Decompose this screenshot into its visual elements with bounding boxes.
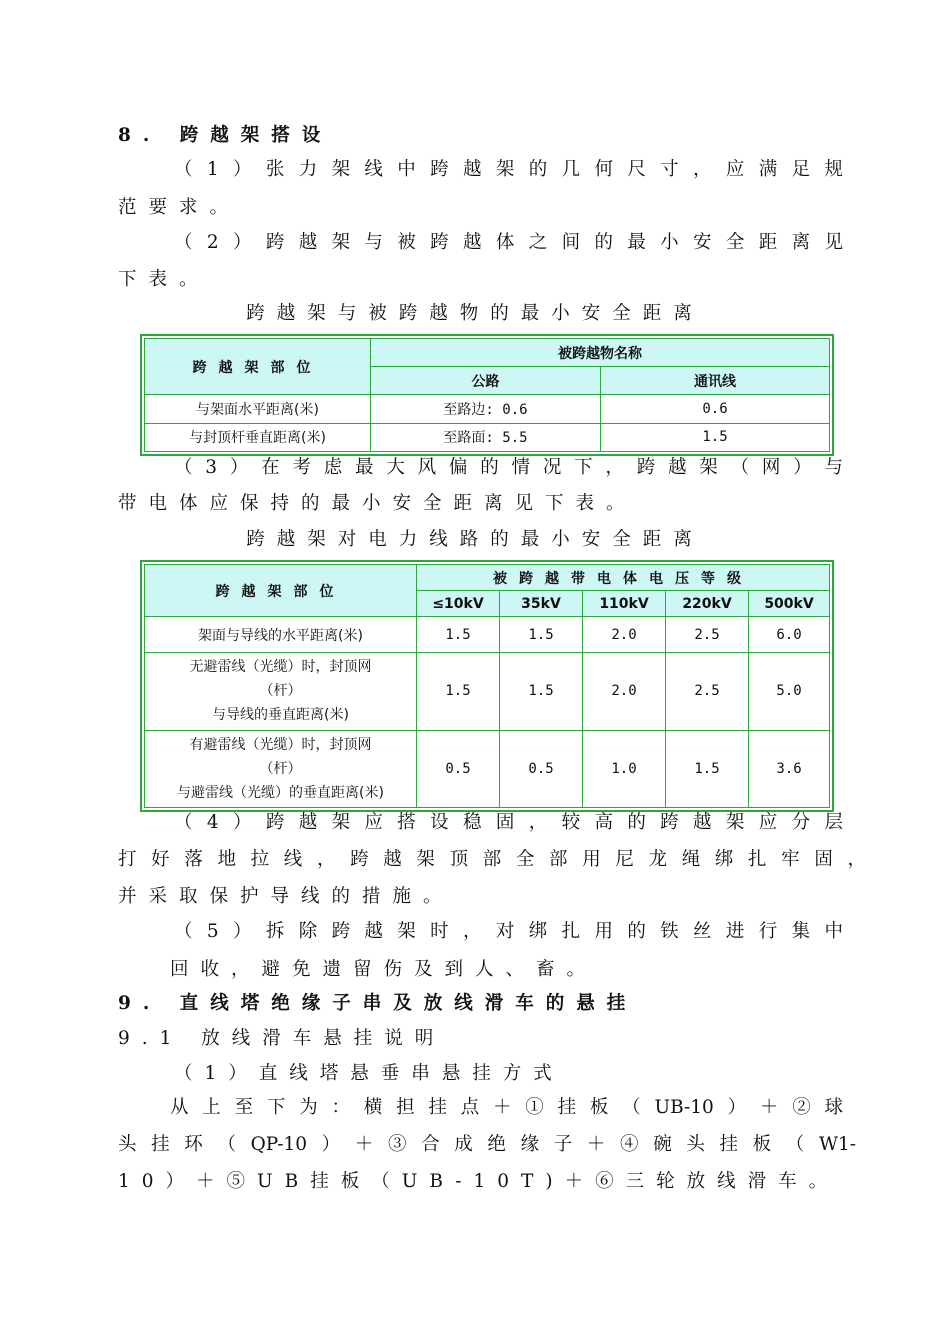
t2-row1-v1: 1.5 <box>417 617 500 653</box>
t2-row2-label-2: （杆） <box>259 683 302 700</box>
table-row <box>145 423 830 452</box>
table-1-caption: 跨越架与被跨越物的最小安全距离 <box>246 303 704 324</box>
t2-volt-10: ≤10kV <box>417 591 500 617</box>
table-2-caption: 跨越架对电力线路的最小安全距离 <box>246 529 704 550</box>
para-2-line-2: 下表。 <box>118 269 210 290</box>
t1-row2-label: 与封顶杆垂直距离(米) <box>145 423 371 452</box>
para-2-line-1: （2）跨越架与被跨越体之间的最小安全距离见 <box>174 232 843 253</box>
t2-row3-v2: 0.5 <box>500 730 583 808</box>
t2-row3-v3: 1.0 <box>583 730 666 808</box>
para-5-line-2: 回收，避免遗留伤及到人、畜。 <box>170 959 598 980</box>
t2-row3-label-3: 与避雷线（光缆）的垂直距离(米) <box>177 784 384 801</box>
t2-header-group: 被跨越带电体电压等级 <box>417 565 830 591</box>
t2-row2-v3: 2.0 <box>583 653 666 731</box>
section-9-1-heading: 9.1 放线滑车悬挂说明 <box>118 1028 446 1049</box>
t2-row2-v4: 2.5 <box>666 653 749 731</box>
t1-row1-comm: 0.6 <box>601 395 830 424</box>
t2-row2-label-3: 与导线的垂直距离(米) <box>212 707 349 724</box>
table-1 <box>140 334 834 456</box>
para-4-line-3: 并采取保护导线的措施。 <box>118 886 454 907</box>
table-row <box>145 653 830 731</box>
para-3-line-1: （3）在考虑最大风偏的情况下，跨越架（网）与 <box>174 457 843 478</box>
section-9-heading: 9. 直线塔绝缘子串及放线滑车的悬挂 <box>118 993 638 1014</box>
t2-volt-500: 500kV <box>749 591 830 617</box>
table-2 <box>140 560 834 812</box>
para-5-line-1: （5）拆除跨越架时，对绑扎用的铁丝进行集中 <box>174 921 843 942</box>
t2-row3-label <box>145 730 417 808</box>
t2-header-part: 跨越架部位 <box>145 565 417 617</box>
para-1-line-1: （1）张力架线中跨越架的几何尺寸，应满足规 <box>174 159 843 180</box>
t1-header-comm: 通讯线 <box>601 367 830 395</box>
t2-row2-label <box>145 653 417 731</box>
t2-row2-v5: 5.0 <box>749 653 830 731</box>
t2-row1-v3: 2.0 <box>583 617 666 653</box>
para-4-line-2: 打好落地拉线，跨越架顶部全部用尼龙绳绑扎牢固， <box>118 849 866 870</box>
t2-row3-v5: 3.6 <box>749 730 830 808</box>
t1-header-group: 被跨越物名称 <box>371 339 830 367</box>
para-4-line-1: （4）跨越架应搭设稳固，较高的跨越架应分层 <box>174 812 843 833</box>
text-line-3: 10）＋⑤UB挂板（UB-10T)＋⑥三轮放线滑车。 <box>118 1171 840 1192</box>
t2-volt-35: 35kV <box>500 591 583 617</box>
text-line-1: 从上至下为：横担挂点＋①挂板（UB-10）＋②球 <box>170 1097 843 1118</box>
t1-row1-road: 至路边: 0.6 <box>371 395 601 424</box>
t2-row3-v4: 1.5 <box>666 730 749 808</box>
t2-row3-label-1: 有避雷线（光缆）时，封顶网 <box>189 736 372 753</box>
t2-row1-v2: 1.5 <box>500 617 583 653</box>
t1-header-road: 公路 <box>371 367 601 395</box>
t2-row2-v2: 1.5 <box>500 653 583 731</box>
t2-volt-110: 110kV <box>583 591 666 617</box>
sub-1-heading: （1）直线塔悬垂串悬挂方式 <box>174 1063 564 1084</box>
t2-volt-220: 220kV <box>666 591 749 617</box>
t2-row1-v5: 6.0 <box>749 617 830 653</box>
table-row <box>145 395 830 424</box>
table-row <box>145 730 830 808</box>
t2-row2-v1: 1.5 <box>417 653 500 731</box>
t1-row2-comm: 1.5 <box>601 423 830 452</box>
para-1-line-2: 范要求。 <box>118 197 241 218</box>
t2-row3-label-2: （杆） <box>259 760 302 777</box>
t2-row1-v4: 2.5 <box>666 617 749 653</box>
table-row <box>145 617 830 653</box>
t1-header-part: 跨越架部位 <box>145 339 371 395</box>
t2-row2-label-1: 无避雷线（光缆）时，封顶网 <box>189 659 372 676</box>
t2-row1-label: 架面与导线的水平距离(米) <box>145 617 417 653</box>
t2-row3-v1: 0.5 <box>417 730 500 808</box>
t1-row2-road: 至路面: 5.5 <box>371 423 601 452</box>
para-3-line-2: 带电体应保持的最小安全距离见下表。 <box>118 493 637 514</box>
t1-row1-label: 与架面水平距离(米) <box>145 395 371 424</box>
section-8-heading: 8. 跨越架搭设 <box>118 125 333 146</box>
text-line-2: 头挂环（QP-10）＋③合成绝缘子＋④碗头挂板（W1- <box>118 1134 856 1155</box>
